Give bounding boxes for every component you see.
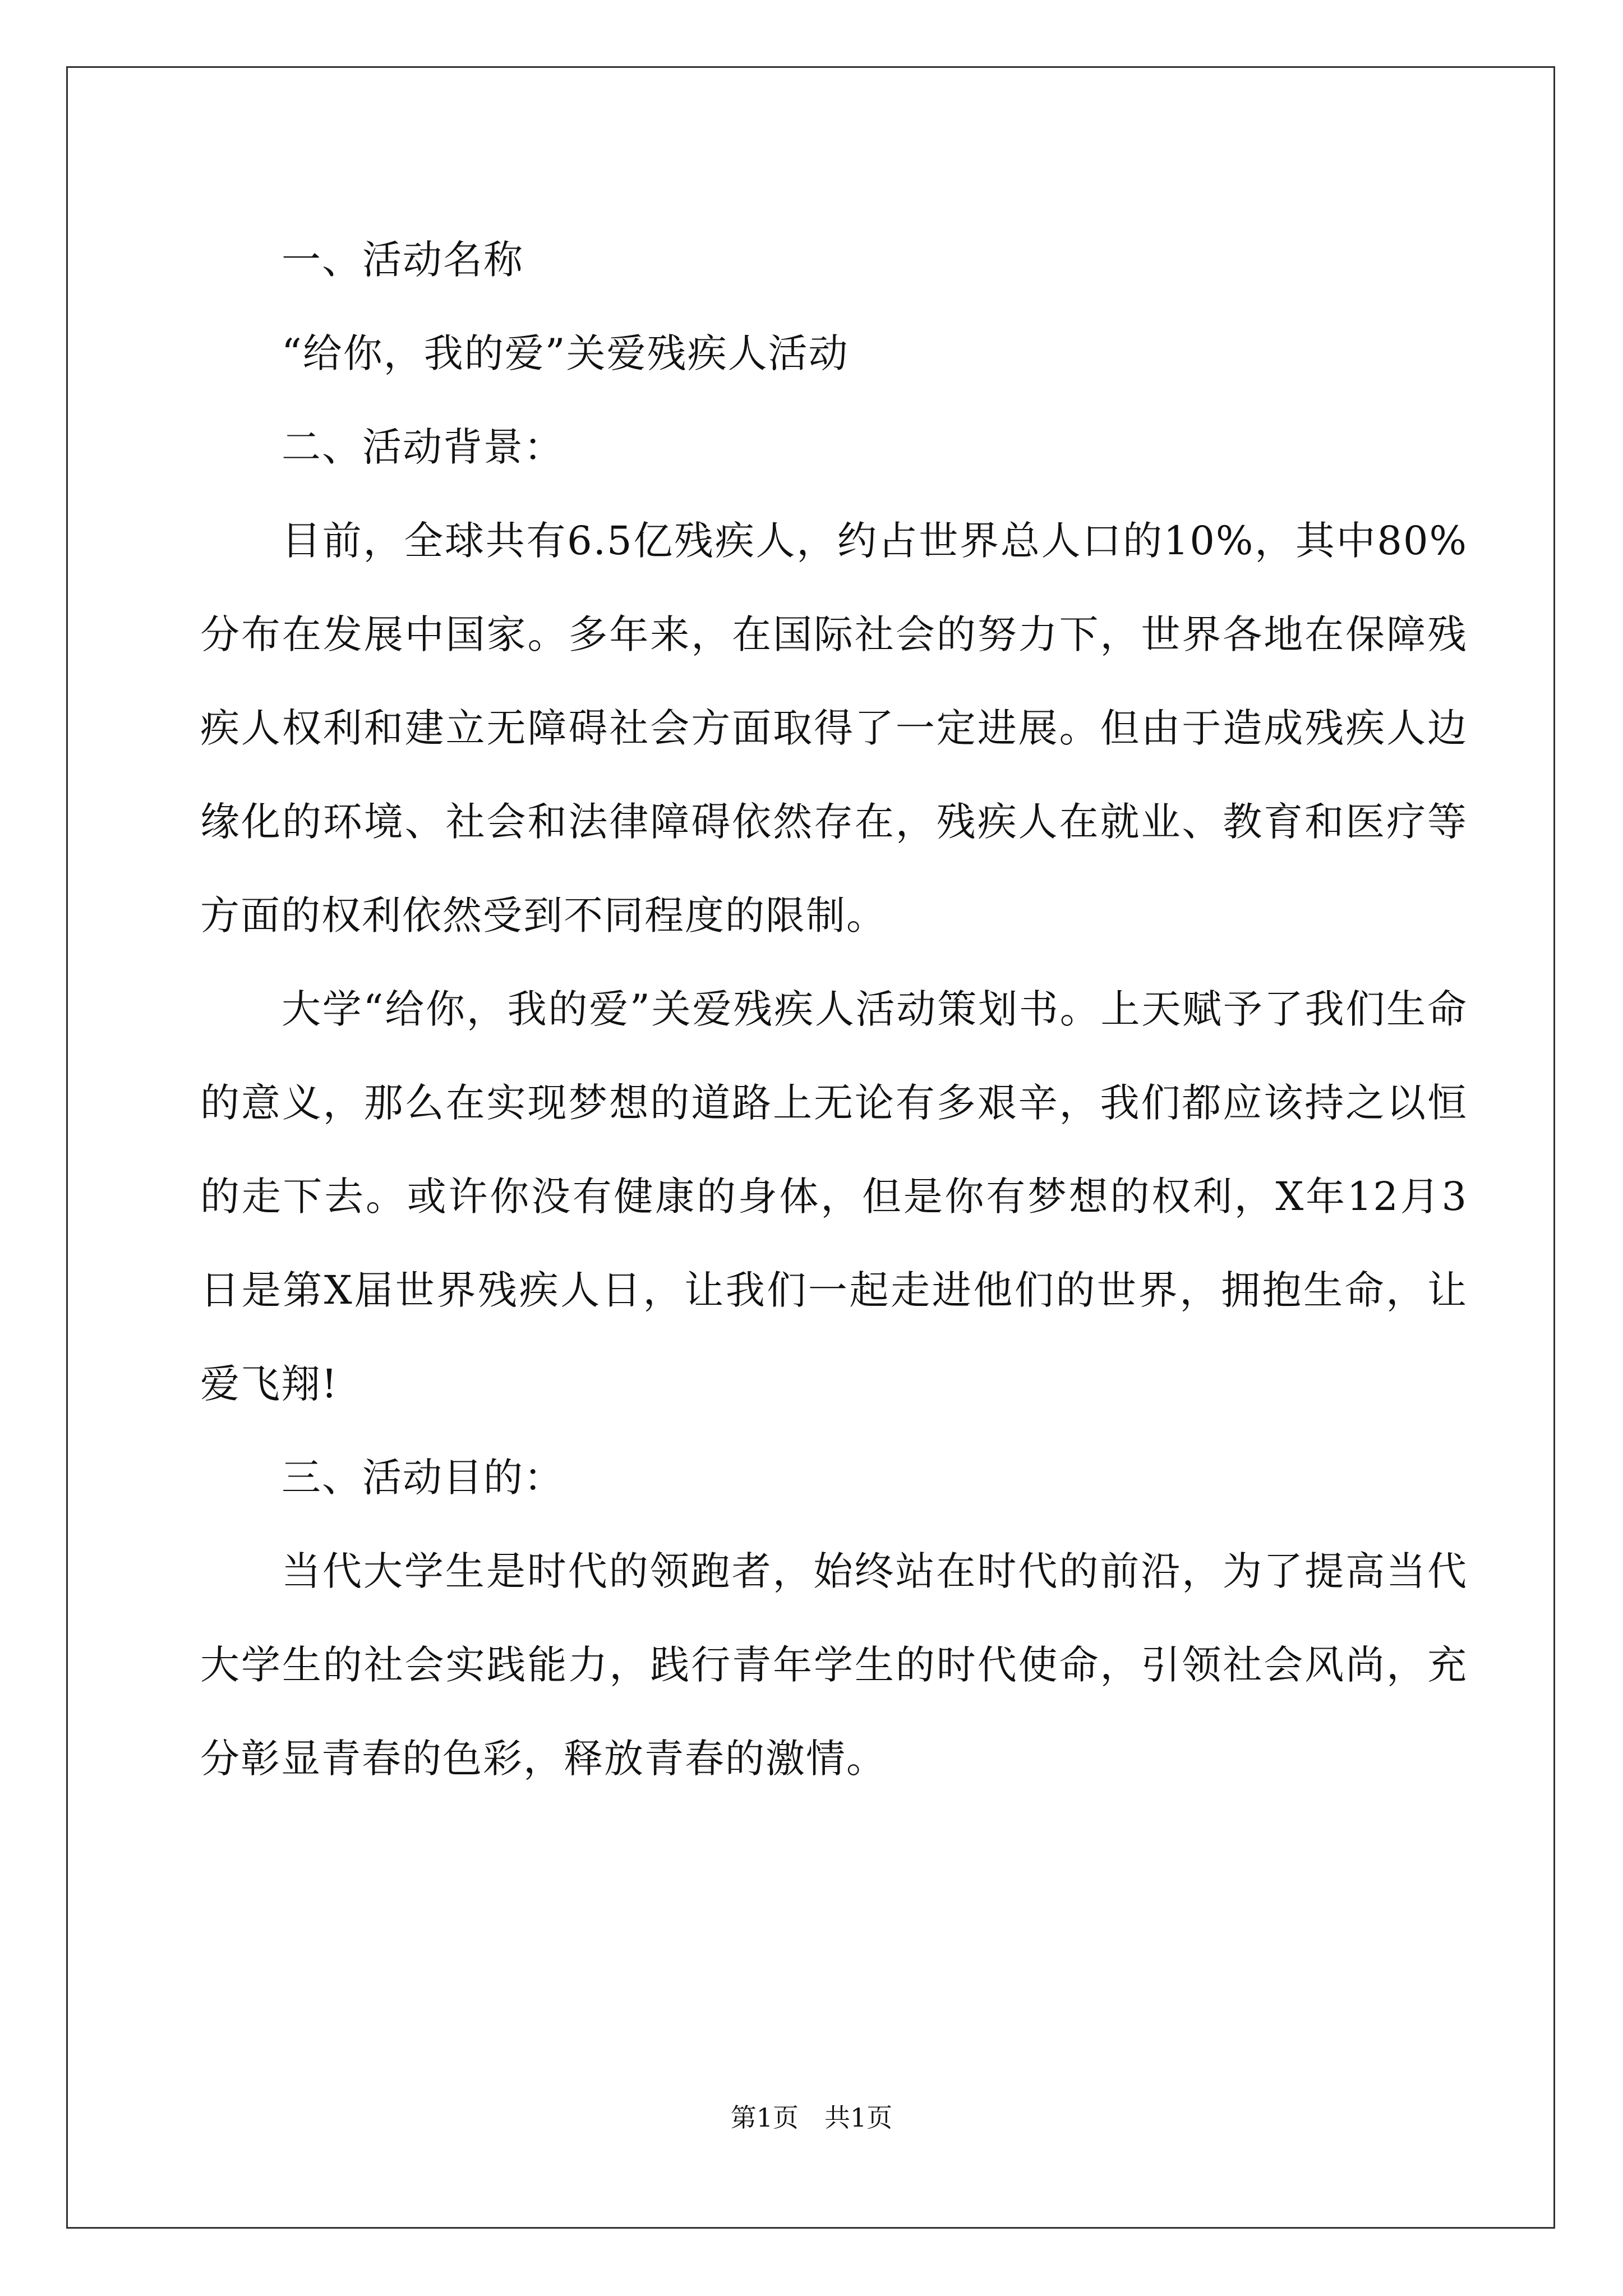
paragraph-intro: 大学“给你，我的爱”关爱残疾人活动策划书。上天赋予了我们生命的意义，那么在实现梦想的道路上无论有多艰辛，我们都应该持之以恒的走下去。或许你没有健康的身体，但是你有梦想的权利，X年12月3日是第X届世界残疾人日，让我们一起走进他们的世界，拥抱生命，让爱飞翔! <box>200 986 1468 1407</box>
paragraph-background: 目前，全球共有6.5亿残疾人，约占世界总人口的10%，其中80%分布在发展中国家。多年来，在国际社会的努力下，世界各地在保障残疾人权利和建立无障碍社会方面取得了一定进展。但由于造成残疾人边缘化的环境、社会和法律障碍依然存在，残疾人在就业、教育和医疗等方面的权利依然受到不同程度的限制。 <box>200 518 1468 938</box>
page-footer: 第1页 共1页 <box>730 2102 893 2133</box>
heading-background: 二、活动背景： <box>282 424 564 470</box>
document-body <box>200 213 1468 1806</box>
heading-activity-name: 一、活动名称 <box>282 237 524 283</box>
heading-purpose: 三、活动目的： <box>282 1455 564 1501</box>
activity-title: “给你，我的爱”关爱残疾人活动 <box>282 330 849 376</box>
paragraph-purpose: 当代大学生是时代的领跑者，始终站在时代的前沿，为了提高当代大学生的社会实践能力，践行青年学生的时代使命，引领社会风尚，充分彰显青春的色彩，释放青春的激情。 <box>200 1548 1468 1782</box>
